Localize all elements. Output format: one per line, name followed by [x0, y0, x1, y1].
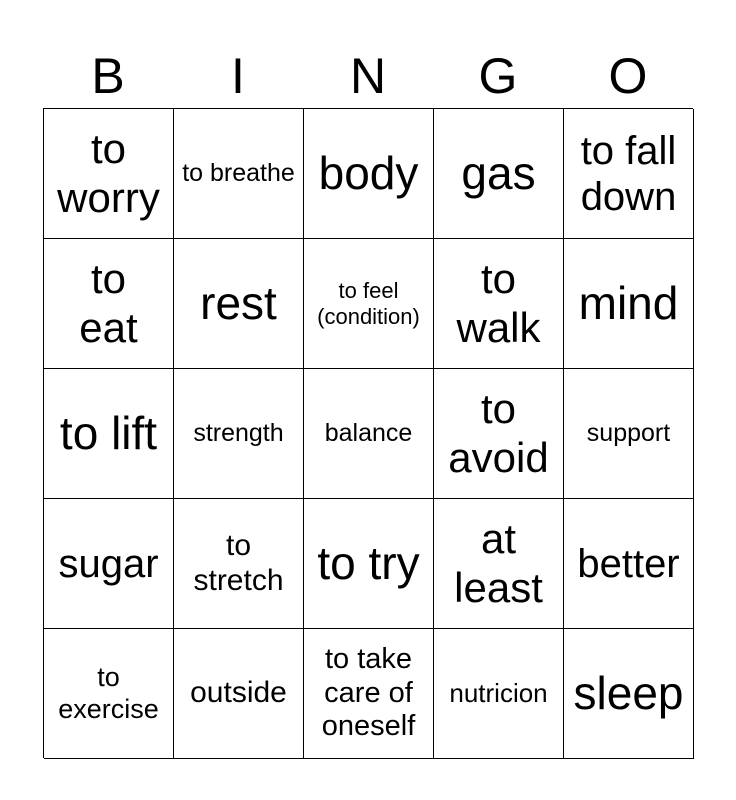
cell-label: to worry	[57, 125, 160, 221]
bingo-cell[interactable]	[304, 369, 434, 499]
bingo-cell[interactable]	[434, 239, 564, 369]
cell-label: to lift	[59, 407, 158, 460]
header-letter-o: O	[608, 48, 648, 104]
cell-label: at least	[454, 515, 543, 611]
cell-label: to exercise	[58, 662, 159, 724]
cell-label: gas	[461, 147, 536, 200]
bingo-cell[interactable]	[434, 629, 564, 759]
cell-label: to take care of oneself	[321, 643, 416, 743]
bingo-cell[interactable]	[564, 629, 694, 759]
bingo-cell[interactable]	[304, 499, 434, 629]
bingo-cell[interactable]	[434, 109, 564, 239]
bingo-board	[43, 108, 693, 758]
cell-label: strength	[193, 419, 284, 448]
bingo-cell[interactable]	[174, 499, 304, 629]
bingo-cell[interactable]	[564, 369, 694, 499]
bingo-cell[interactable]	[44, 239, 174, 369]
cell-label: to walk	[456, 255, 541, 351]
bingo-cell[interactable]	[44, 109, 174, 239]
bingo-cell[interactable]	[174, 239, 304, 369]
header-letter-g: G	[478, 48, 518, 104]
bingo-cell[interactable]	[44, 369, 174, 499]
cell-label: to try	[317, 537, 420, 590]
header-letter-n: N	[349, 48, 387, 104]
cell-label: better	[577, 541, 680, 586]
cell-label: nutricion	[449, 677, 548, 708]
bingo-cell[interactable]	[304, 109, 434, 239]
cell-label: to stretch	[193, 529, 284, 597]
bingo-cell[interactable]	[564, 499, 694, 629]
bingo-cell[interactable]	[304, 629, 434, 759]
cell-label: mind	[578, 277, 679, 330]
cell-label: sugar	[58, 541, 159, 586]
bingo-cell[interactable]	[174, 629, 304, 759]
cell-label: body	[318, 147, 419, 200]
bingo-cell[interactable]	[434, 499, 564, 629]
bingo-cell[interactable]	[564, 239, 694, 369]
cell-label: to eat	[79, 255, 138, 351]
bingo-header	[43, 44, 693, 108]
cell-label: to avoid	[448, 385, 549, 481]
bingo-cell[interactable]	[174, 109, 304, 239]
bingo-cell[interactable]	[44, 629, 174, 759]
bingo-cell[interactable]	[44, 499, 174, 629]
cell-label: rest	[200, 277, 277, 330]
cell-label: to feel (condition)	[317, 278, 420, 329]
bingo-cell[interactable]	[304, 239, 434, 369]
bingo-cell[interactable]	[174, 369, 304, 499]
bingo-cell[interactable]	[434, 369, 564, 499]
cell-label: to fall down	[580, 128, 677, 219]
cell-label: to breathe	[182, 159, 295, 188]
header-letter-b: B	[91, 48, 125, 104]
cell-label: outside	[190, 676, 287, 710]
cell-label: sleep	[573, 667, 684, 720]
cell-label: balance	[324, 419, 413, 448]
bingo-cell[interactable]	[564, 109, 694, 239]
cell-label: support	[586, 419, 671, 448]
header-letter-i: I	[231, 48, 245, 104]
